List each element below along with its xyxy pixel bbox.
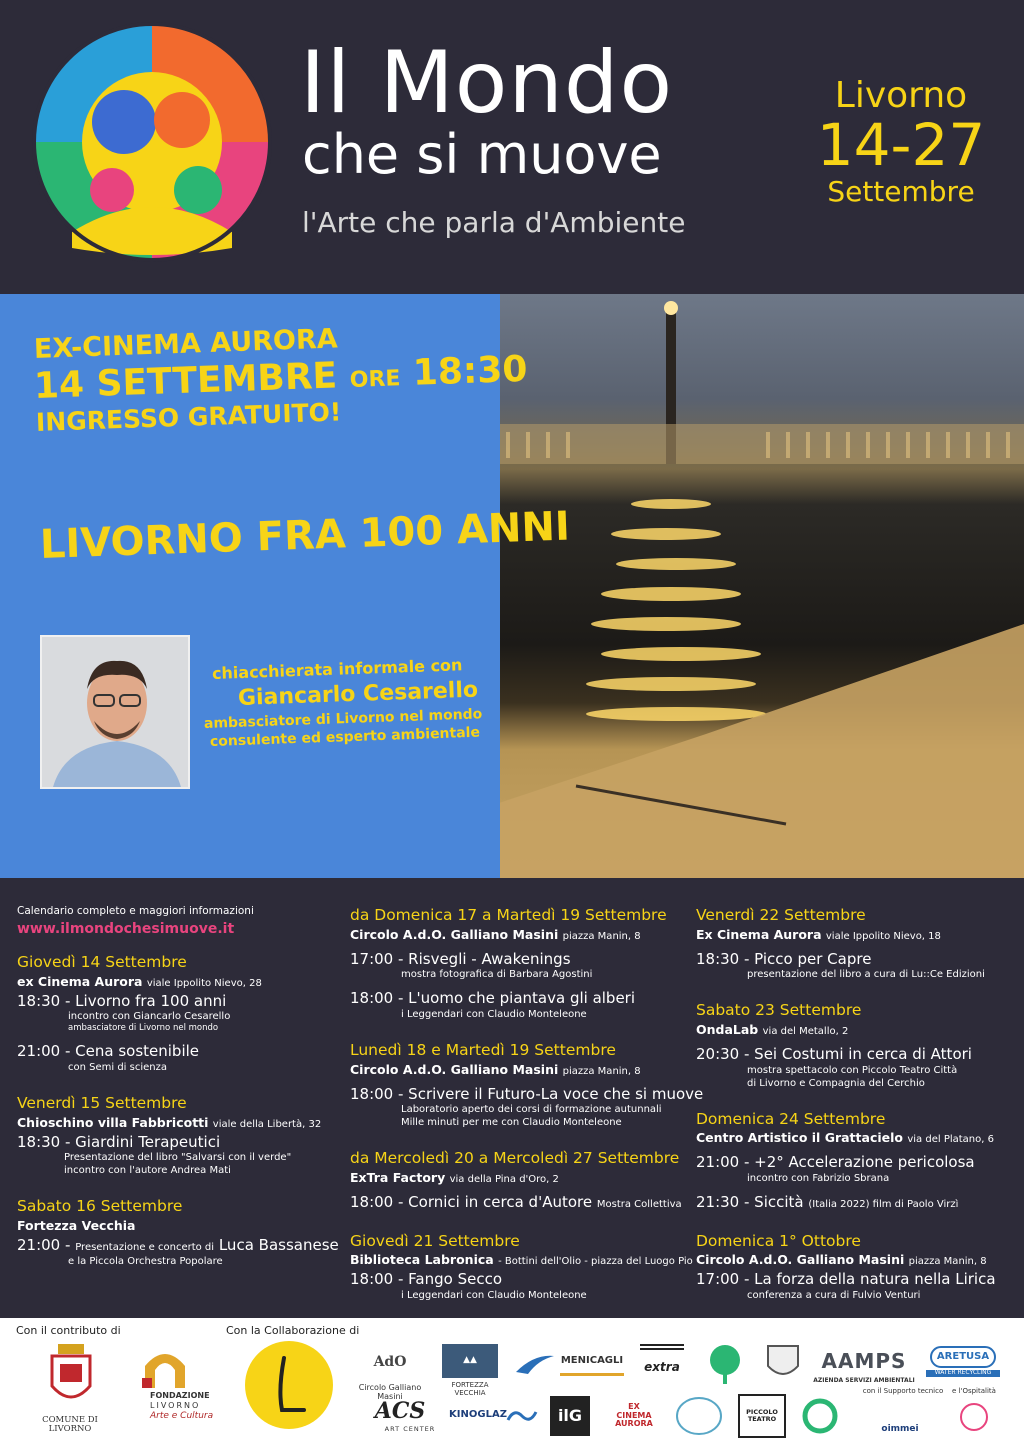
- calendar-note: Calendario completo e maggiori informazioni: [17, 905, 254, 917]
- event: 17:00 - La forza della natura nella Lirica: [696, 1270, 996, 1289]
- event-detail: con Semi di scienza: [68, 1062, 167, 1074]
- event: [350, 1193, 690, 1212]
- hero-time: 18:30: [412, 348, 529, 394]
- event: 18:30 - Livorno fra 100 anni: [17, 991, 227, 1010]
- extra-logo: extra: [640, 1344, 684, 1384]
- fortezza-logo: ▲▲: [442, 1344, 498, 1378]
- venue-address: piazza Manin, 8: [562, 1065, 641, 1077]
- event: [696, 1193, 1016, 1212]
- green-ring-logo-icon: [800, 1398, 840, 1434]
- hero-section: [0, 294, 1024, 878]
- acs-logo: ACS: [374, 1398, 426, 1425]
- swoosh-logo-icon: [514, 1350, 556, 1378]
- venue-name: ExTra Factory: [350, 1170, 446, 1186]
- event: 18:00 - Scrivere il Futuro-La voce che si muove: [350, 1084, 704, 1103]
- event: 18:00 - Fango Secco: [350, 1270, 503, 1289]
- festival-city: Livorno: [834, 75, 968, 116]
- event-detail: i Leggendari con Claudio Monteleone: [401, 1290, 587, 1302]
- festival-title-line2: che si muove: [302, 123, 662, 186]
- tree-logo-icon: [702, 1342, 748, 1388]
- event-detail: mostra fotografica di Barbara Agostini: [401, 969, 593, 981]
- event: 17:00 - Risvegli - Awakenings: [350, 949, 571, 968]
- event-type: Mostra Collettiva: [596, 1199, 682, 1211]
- contribution-label: Con il contributo di: [16, 1324, 121, 1337]
- event-detail: mostra spettacolo con Piccolo Teatro Città: [747, 1064, 958, 1076]
- venue-name: Biblioteca Labronica: [350, 1252, 494, 1268]
- comune-crest-icon: [50, 1342, 92, 1408]
- venue-name: Circolo A.d.O. Galliano Masini: [350, 926, 559, 942]
- event-detail: incontro con Giancarlo Cesarello: [68, 1011, 231, 1023]
- venue: [350, 1062, 690, 1077]
- venue: [350, 1252, 693, 1268]
- event-detail: e la Piccola Orchestra Popolare: [68, 1255, 223, 1267]
- venue: [350, 927, 690, 942]
- speaker-role: ambasciatore di Livorno nel mondo: [203, 706, 483, 732]
- festival-title: Il Mondo: [300, 33, 674, 133]
- speaker-name: Giancarlo Cesarello: [237, 677, 479, 711]
- event-detail: di Livorno e Compagnia del Cerchio: [747, 1077, 925, 1089]
- venue: [696, 1252, 1016, 1267]
- event-detail: Mille minuti per me con Claudio Monteleone: [401, 1117, 622, 1129]
- day-heading: Domenica 24 Settembre: [696, 1109, 886, 1128]
- comune-label: COMUNE DI LIVORNO: [42, 1415, 98, 1435]
- event-title: 18:00 - Cornici in cerca d'Autore: [350, 1193, 593, 1212]
- festival-month: Settembre: [827, 175, 975, 208]
- event-detail-inline: (Italia 2022) film di Paolo Virzì: [808, 1199, 959, 1211]
- hero-event-title: LIVORNO FRA 100 ANNI: [39, 503, 571, 568]
- venue: [696, 927, 1016, 942]
- day-heading: Domenica 1° Ottobre: [696, 1231, 861, 1250]
- event-detail: incontro con Fabrizio Sbrana: [747, 1173, 890, 1185]
- speaker-portrait: [40, 635, 190, 789]
- venue-address: - Bottini dell'Olio - piazza del Luogo Pio: [498, 1256, 693, 1268]
- fondazione-logo-icon: [142, 1344, 188, 1390]
- event-detail: i Leggendari con Claudio Monteleone: [401, 1009, 587, 1021]
- event: 20:30 - Sei Costumi in cerca di Attori: [696, 1044, 972, 1063]
- event: 21:00 - +2° Accelerazione pericolosa: [696, 1153, 975, 1172]
- event: 18:30 - Picco per Capre: [696, 949, 872, 968]
- venue-address: viale Ippolito Nievo, 28: [146, 977, 262, 989]
- day-heading: Venerdì 15 Settembre: [17, 1094, 187, 1113]
- venue-name: OndaLab: [696, 1021, 759, 1037]
- technical-support-label: con il Supporto tecnico: [862, 1387, 944, 1395]
- speaker-role-2: consulente ed esperto ambientale: [209, 724, 481, 750]
- seafront-illustration: [466, 294, 1024, 878]
- circle-logo-icon: [674, 1396, 724, 1436]
- event-title: 21:30 - Siccità: [696, 1193, 804, 1212]
- venue: [17, 1115, 342, 1130]
- venue-address: via della Pina d'Oro, 2: [449, 1174, 559, 1186]
- day-heading: da Mercoledì 20 a Mercoledì 27 Settembre: [350, 1149, 680, 1168]
- event-artist: Luca Bassanese: [218, 1236, 339, 1255]
- hospitality-logo-icon: [958, 1402, 990, 1432]
- venue-address: via del Platano, 6: [907, 1134, 994, 1146]
- partner-yellow-logo-icon: [244, 1340, 334, 1430]
- day-heading: Venerdì 22 Settembre: [696, 906, 866, 924]
- aretusa-logo: ARETUSA: [930, 1346, 996, 1368]
- event-detail: incontro con l'autore Andrea Mati: [64, 1165, 231, 1177]
- venue: [696, 1130, 1016, 1145]
- circolo-label: Circolo Galliano Masini: [358, 1383, 422, 1401]
- header: [0, 0, 1024, 294]
- hospitality-label: e l'Ospitalità: [952, 1387, 996, 1395]
- website-link[interactable]: www.ilmondochesimuove.it: [17, 921, 235, 937]
- seafront-night-photo: [466, 294, 1024, 878]
- program-calendar: [0, 878, 1024, 1318]
- speaker-portrait-illustration: [42, 637, 190, 789]
- excinema-logo: EX CINEMA AURORA: [615, 1402, 653, 1429]
- day-heading: da Domenica 17 a Martedì 19 Settembre: [350, 906, 667, 924]
- sponsors-footer: [0, 1318, 1024, 1448]
- hero-free-entry: INGRESSO GRATUITO!: [35, 397, 342, 437]
- fondazione-label: FONDAZIONE: [150, 1391, 210, 1400]
- venue-address: piazza Manin, 8: [908, 1256, 987, 1268]
- program-column-3: [696, 878, 1016, 1302]
- festival-dates: 14-27: [816, 111, 986, 179]
- fondazione-city: LIVORNO: [150, 1401, 201, 1410]
- event-type: Presentazione e concerto di: [75, 1242, 215, 1254]
- piccolo-teatro-logo: PICCOLO TEATRO: [738, 1394, 786, 1438]
- hero-time-prefix: ORE: [349, 366, 401, 393]
- talk-intro: chiacchierata informale con: [211, 655, 463, 683]
- day-heading: Lunedì 18 e Martedì 19 Settembre: [350, 1041, 616, 1060]
- event: 18:30 - Giardini Terapeutici: [17, 1132, 221, 1151]
- venue-address: viale Ippolito Nievo, 18: [825, 930, 941, 942]
- program-column-2: [350, 878, 704, 1302]
- menicagli-logo: MENICAGLI: [560, 1350, 624, 1376]
- venue-name: Circolo A.d.O. Galliano Masini: [350, 1061, 559, 1077]
- aamps-label: AZIENDA SERVIZI AMBIENTALI: [813, 1377, 915, 1384]
- acs-label: ART CENTER: [384, 1425, 436, 1433]
- collaboration-label: Con la Collaborazione di: [226, 1324, 360, 1337]
- venue-name: Chioschino villa Fabbricotti: [17, 1114, 209, 1130]
- event-time: 21:00 -: [17, 1236, 71, 1255]
- venue: [350, 1170, 690, 1185]
- event-detail: ambasciatore di Livorno nel mondo: [68, 1023, 219, 1034]
- event-detail: Laboratorio aperto dei corsi di formazione autunnali: [401, 1104, 662, 1116]
- event-detail: presentazione del libro a cura di Lu::Ce Edizioni: [747, 969, 985, 981]
- aretusa-label: WATER RECYCLING: [926, 1370, 1000, 1377]
- festival-subtitle: l'Arte che parla d'Ambiente: [302, 206, 686, 239]
- circolo-logo: AdO: [373, 1353, 407, 1370]
- venue: [17, 974, 342, 989]
- venue: [696, 1022, 1016, 1037]
- wave-logo-icon: [506, 1404, 538, 1428]
- venue-address: via del Metallo, 2: [762, 1025, 849, 1037]
- day-heading: Sabato 16 Settembre: [17, 1197, 183, 1216]
- fortezza-label: FORTEZZA VECCHIA: [451, 1381, 489, 1397]
- ilg-logo: ilG: [550, 1396, 590, 1436]
- venue-name: ex Cinema Aurora: [17, 973, 143, 989]
- kinoglaz-logo: KINOGLAZ: [449, 1408, 507, 1420]
- aamps-logo: AAMPS: [821, 1348, 907, 1373]
- venue-name: Circolo A.d.O. Galliano Masini: [696, 1252, 905, 1268]
- event: 18:00 - L'uomo che piantava gli alberi: [350, 989, 636, 1008]
- hero-venue: EX-CINEMA AURORA: [33, 323, 339, 365]
- program-column-1: [17, 878, 342, 1268]
- crest-logo-icon: [766, 1342, 800, 1382]
- venue-address: piazza Manin, 8: [562, 930, 641, 942]
- event: 21:00 - Cena sostenibile: [17, 1042, 200, 1061]
- venue-address: viale della Libertà, 32: [212, 1118, 322, 1130]
- festival-logo: [32, 22, 272, 262]
- fondazione-tagline: Arte e Cultura: [150, 1411, 214, 1421]
- day-heading: Sabato 23 Settembre: [696, 1001, 862, 1020]
- oimmei-logo: oimmei: [881, 1423, 919, 1434]
- venue-name: Centro Artistico il Grattacielo: [696, 1130, 903, 1146]
- venue-name: Fortezza Vecchia: [17, 1218, 136, 1234]
- day-heading: Giovedì 14 Settembre: [17, 953, 187, 971]
- day-heading: Giovedì 21 Settembre: [350, 1231, 520, 1250]
- event-highlight-panel: [0, 294, 571, 878]
- hero-date: 14 SETTEMBRE: [33, 355, 338, 407]
- venue-name: Ex Cinema Aurora: [696, 926, 822, 942]
- event-detail: Presentazione del libro "Salvarsi con il verde": [64, 1152, 292, 1164]
- event-detail: conferenza a cura di Fulvio Venturi: [747, 1290, 921, 1302]
- event: [17, 1236, 342, 1255]
